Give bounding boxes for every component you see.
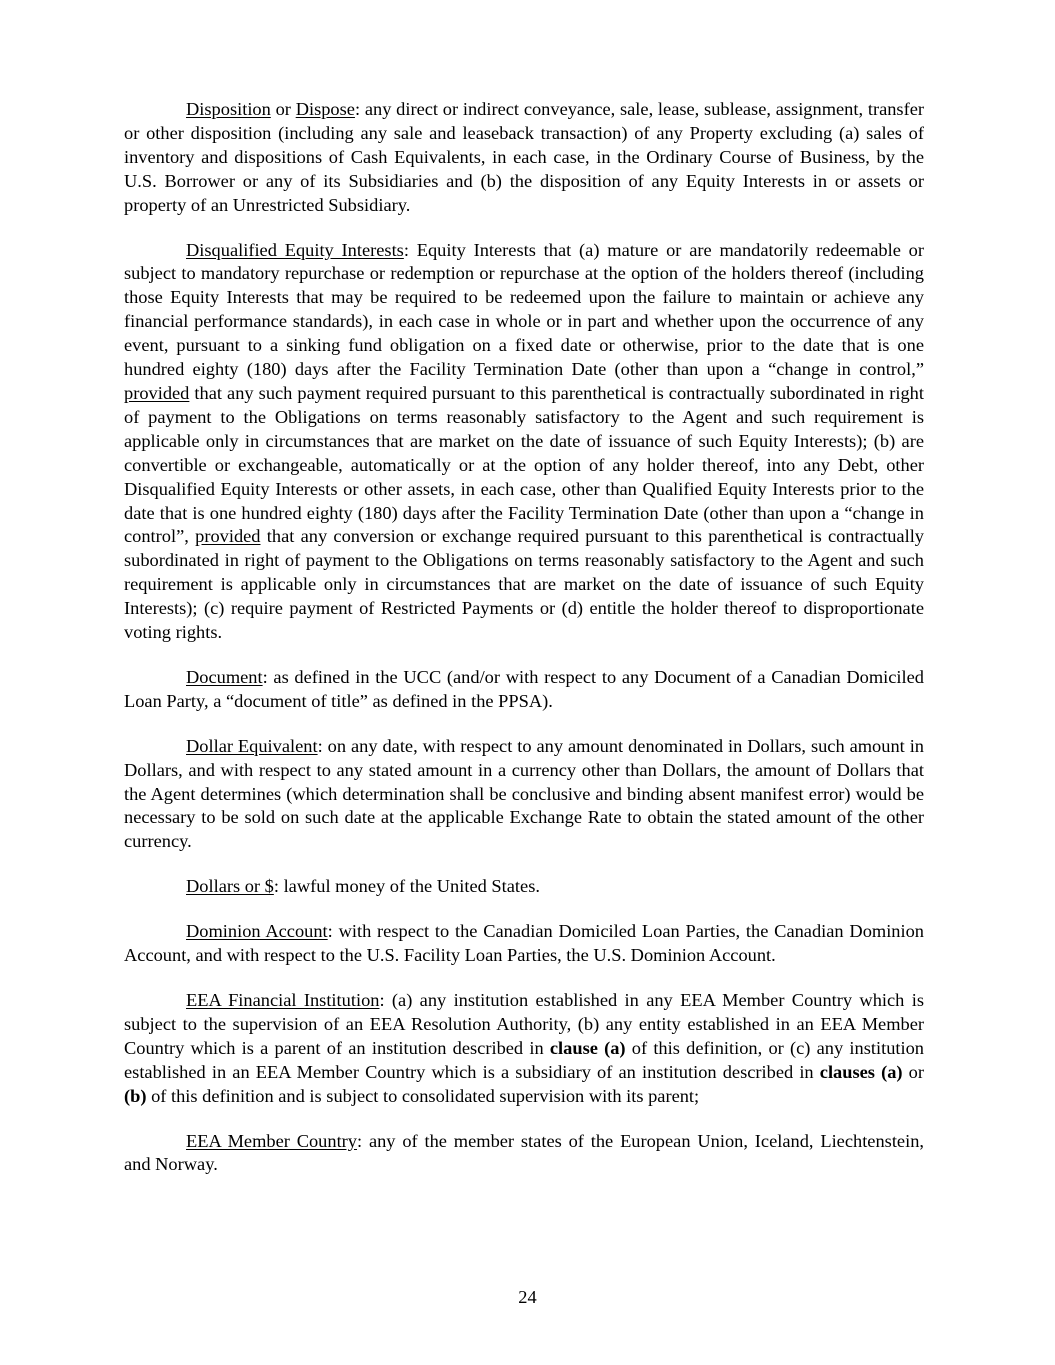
definition-paragraph [124, 989, 924, 1109]
definition-paragraph [124, 1130, 924, 1178]
defined-term: Dispose [295, 99, 355, 119]
definition-text: or [902, 1061, 925, 1082]
underlined-word: provided [195, 526, 261, 547]
definition-text: : Equity Interests that (a) mature or are mandatorily redeemable or subject to mandatory repurchase or redemption or repurchase at the option of the holders thereof (including those Equity Interests that may be required to be redeemed upon the failure to maintain or achieve any financial performance standards), in each case in whole or in part and whether upon the occurrence of any event, pursuant to a sinking fund obligation on a fixed date or otherwise, prior to the date that is one hundred eighty (180) days after the Facility Termination Date (other than upon a “change in control,” [124, 239, 924, 380]
defined-term: Disposition [186, 99, 271, 119]
defined-term: Dollars or $ [186, 876, 274, 897]
defined-term: Dollar Equivalent [186, 735, 318, 756]
definition-text: : lawful money of the United States. [273, 876, 540, 897]
definition-text: of this definition, or (c) any institution established in an EEA Member Country which is a subsidiary of an institution described in [124, 1037, 924, 1082]
underlined-word: provided [124, 382, 190, 403]
definition-text: of this definition and is subject to consolidated supervision with its parent; [146, 1085, 700, 1106]
bold-reference: (b) [124, 1085, 147, 1106]
defined-term: EEA Financial Institution [186, 990, 380, 1010]
defined-term: Dominion Account [186, 921, 328, 942]
definition-text: : (a) any institution established in any EEA Member Country which is subject to the supervision of an EEA Resolution Authority, (b) any entity established in an EEA Member Country which is a parent of an institution described in [124, 990, 924, 1058]
definition-paragraph [124, 920, 924, 968]
definition-text: : any direct or indirect conveyance, sale, lease, sublease, assignment, transfer or other disposition (including any sale and leaseback transaction) of any Property excluding (a) sales of inventory and dispositions of Cash Equivalents, in each case, in the Ordinary Course of Business, by the U.S. Borrower or any of its Subsidiaries and (b) the disposition of any Equity Interests in or assets or property of an Unrestricted Subsidiary. [124, 99, 924, 215]
defined-term: EEA Member Country [186, 1130, 357, 1151]
definition-paragraph [124, 875, 924, 899]
definition-text: : as defined in the UCC (and/or with respect to any Document of a Canadian Domiciled Loan Party, a “document of title” as defined in the PPSA). [124, 666, 924, 711]
definition-paragraph [124, 239, 924, 645]
page-number: 24 [518, 1287, 537, 1307]
definition-text: : any of the member states of the European Union, Iceland, Liechtenstein, and Norway. [124, 1130, 924, 1175]
definition-text: that any conversion or exchange required pursuant to this parenthetical is contractually subordinated in right of payment to the Obligations on terms reasonably satisfactory to the Agent and such requirement is applicable only in circumstances that are market on the date of issuance of such Equity Interests); (c) require payment of Restricted Payments or (d) entitle the holder thereof to disproportionate voting rights. [124, 526, 924, 643]
document-page [124, 98, 924, 1198]
defined-term: Disqualified Equity Interests [186, 239, 404, 260]
definition-text: : on any date, with respect to any amount denominated in Dollars, such amount in Dollars, and with respect to any stated amount in a currency other than Dollars, the amount of Dollars that the Agent determines (which determination shall be conclusive and binding absent manifest error) would be necessary to be sold on such date at the applicable Exchange Rate to obtain the stated amount of the other currency. [124, 735, 924, 852]
bold-reference: clause (a) [549, 1037, 626, 1058]
definition-paragraph [124, 666, 924, 714]
definition-paragraph [124, 98, 924, 218]
definition-paragraph [124, 735, 924, 855]
definition-text: : with respect to the Canadian Domiciled Loan Parties, the Canadian Dominion Account, and with respect to the U.S. Facility Loan Parties, the U.S. Dominion Account. [124, 921, 924, 966]
bold-reference: clauses (a) [819, 1061, 903, 1082]
definition-text: that any such payment required pursuant to this parenthetical is contractually subordinated in right of payment to the Obligations on terms reasonably satisfactory to the Agent and such requirement is applicable only in circumstances that are market on the date of issuance of such Equity Interests); (b) are convertible or exchangeable, automatically or at the option of any holder thereof, into any Debt, other Disqualified Equity Interests or other assets, in each case, other than Qualified Equity Interests prior to the date that is one hundred eighty (180) days after the Facility Termination Date (other than upon a “change in control”, [124, 382, 924, 547]
defined-term: Document [186, 666, 263, 687]
term-connector: or [270, 99, 296, 119]
